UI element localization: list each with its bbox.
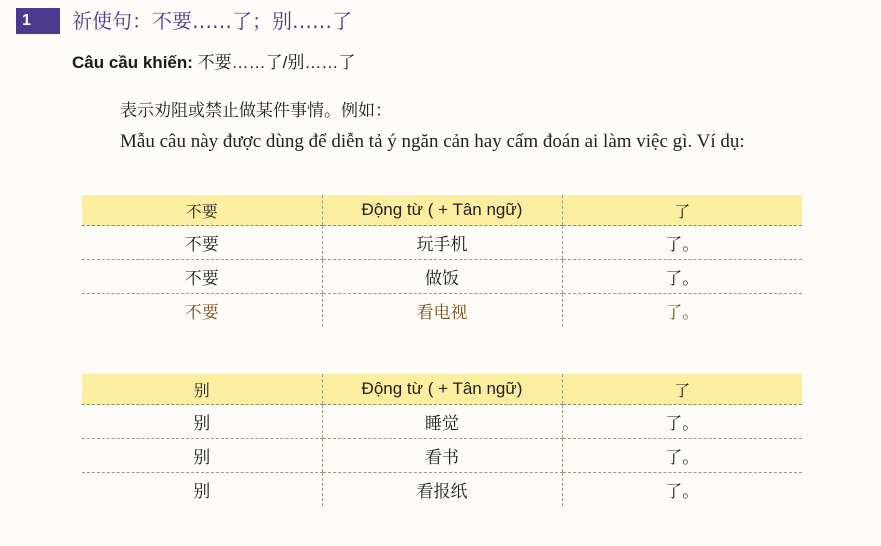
table-cell: 不要 [184, 303, 219, 323]
table-header-row [82, 195, 802, 226]
section-number-badge: 1 [16, 8, 60, 34]
table-cell: 不要 [82, 260, 322, 294]
table-cell: 睡觉 [322, 405, 562, 439]
section-title: 祈使句：不要……了；别……了 [72, 9, 352, 33]
table-cell: 不要 [82, 226, 322, 260]
table-row [82, 294, 802, 328]
table-cell: 了。 [562, 473, 802, 507]
table-header-cell: Động từ ( + Tân ngữ) [322, 195, 562, 226]
subtitle-label: Câu cầu khiến: [72, 53, 193, 72]
section-header [16, 8, 352, 34]
table-header-cell: Động từ ( + Tân ngữ) [322, 374, 562, 405]
description-chinese: 表示劝阻或禁止做某件事情。例如： [120, 101, 392, 121]
table-cell: 了。 [562, 226, 802, 260]
description-vietnamese: Mẫu câu này được dùng để diễn tả ý ngăn cản hay cấm đoán ai làm việc gì. Ví dụ: [120, 131, 745, 152]
table-row [82, 405, 802, 439]
subtitle-pattern: 不要……了/别……了 [197, 53, 356, 72]
table-cell: 了。 [562, 294, 802, 328]
table-header-cell: 了 [562, 195, 802, 226]
table-cell: 做饭 [322, 260, 562, 294]
table-cell: 别 [82, 405, 322, 439]
table-row [82, 439, 802, 473]
table-header-cell: 了 [562, 374, 802, 405]
table-cell: 了。 [562, 439, 802, 473]
table-cell: 看书 [322, 439, 562, 473]
table-cell: 看报纸 [322, 473, 562, 507]
table-row [82, 260, 802, 294]
grammar-table-buyao [82, 195, 802, 327]
subtitle [72, 48, 355, 73]
table-header-cell: 不要 [82, 195, 322, 226]
table-cell: 玩手机 [322, 226, 562, 260]
table-cell: 了。 [562, 260, 802, 294]
grammar-table-bie [82, 374, 802, 506]
table-row [82, 226, 802, 260]
table-cell: 了。 [562, 405, 802, 439]
table-header-row [82, 374, 802, 405]
table-cell: 别 [193, 482, 211, 502]
table-header-cell: 别 [82, 374, 322, 405]
table-cell: 别 [82, 439, 322, 473]
table-row [82, 473, 802, 507]
table-cell: 看电视 [322, 294, 562, 328]
